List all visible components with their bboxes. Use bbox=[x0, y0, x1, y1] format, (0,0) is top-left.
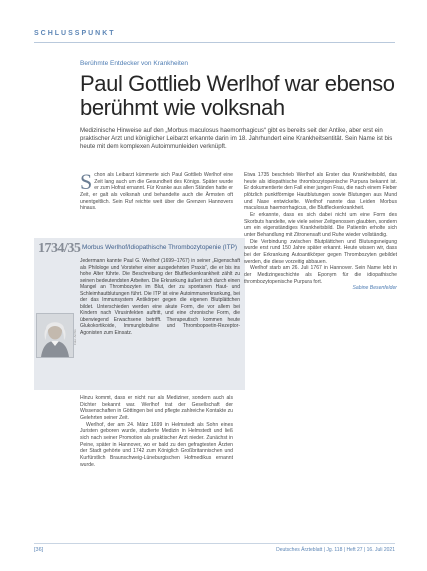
paragraph: Etwa 1735 beschrieb Werlhof als Erster das Krankheitsbild, das heute als idiopathische thrombozytopenische Purpura bekannt ist. Er dokumentierte den Fall einer jungen Frau, die nach einem Fieber plötzlich punktförmige Hautblutungen sowie Blutungen aus Mund und Nase entwickelte. Werlhof nannte das Leiden Morbus maculosus haemorrhagicus, die Blutfleckenkrankheit. bbox=[244, 172, 397, 212]
article-lede: Medizinische Hinweise auf den „Morbus maculosus haemorrhagicus“ gibt es bereits seit der Antike, aber erst ein praktischer Arzt und königlicher Leibarzt erkannte darin im 18. Jahrhundert eine Krankheitsentität. Sein Name ist bis heute mit dem komplexen Autoimmunleiden verknüpft. bbox=[80, 127, 393, 151]
section-label: SCHLUSSPUNKT bbox=[34, 30, 116, 37]
footer-rule bbox=[34, 543, 395, 544]
article-title: Paul Gottlieb Werlhof war ebenso berühmt wie volksnah bbox=[80, 71, 395, 120]
article-kicker: Berühmte Entdecker von Krankheiten bbox=[80, 60, 189, 67]
column-1-intro bbox=[80, 172, 233, 232]
column-1-body bbox=[80, 395, 233, 532]
paragraph: Die Verbindung zwischen Blutplättchen und Blutungsneigung wurde erst rund 150 Jahre später erkannt. Heute wissen wir, dass bei der Erkrankung Autoantikörper gegen Thrombozyten gebildet werden, die diese vorzeitig abbauen. bbox=[244, 238, 397, 265]
section-rule bbox=[34, 42, 395, 43]
header bbox=[0, 0, 427, 44]
info-box-year: 1734/35 bbox=[38, 241, 81, 256]
paragraph: Er erkannte, dass es sich dabei nicht um eine Form des Skorbuts handelte, wie viele seiner Zeitgenossen glaubten, sondern um ein eigenständiges Krankheitsbild. Die Patientin erholte sich unter Behandlung mit Zitronensaft und Ruhe wieder vollständig. bbox=[244, 211, 397, 238]
drop-cap: S bbox=[80, 172, 93, 194]
paragraph: Werlhof starb am 26. Juli 1767 in Hannover. Sein Name lebt in der Medizingeschichte als Eponym für die idiopathische thrombozytopenische Purpura fort. bbox=[244, 265, 397, 285]
column-1-intro-text: chon als Leibarzt kümmerte sich Paul Gottlieb Werlhof eine Zeit lang auch um die Gesundheit des Königs. Später wurde er zum Hofrat ernannt. Für Kranke aus allen Ständen hatte er Zeit, er galt als volksnah und behandelte auch die Ärmsten oft unentgeltlich. Sein Ruf reichte weit über die Grenzen Hannovers hinaus. bbox=[80, 172, 233, 212]
info-box-text: Jedermann kannte Paul G. Werlhof (1699–1767) in seiner „Eigenschaft als Philologe und Vorsteher einer ausgedehnten Praxis“, die er bis ins hohe Alter führte. Die Beschreibung der Blutfleckenkrankheit zählt zu seinen bedeutendsten Arbeiten. Die Erkrankung äußert sich durch einen Mangel an Thrombozyten im Blut, der zu spontanen Haut- und Schleimhautblutungen führt. Die ITP ist eine Autoimmunerkrankung, bei der das Immunsystem Antikörper gegen die eigenen Blutplättchen bildet. Unterschieden werden eine akute Form, die vor allem bei Kindern nach Virusinfekten auftritt, und eine chronische Form, die überwiegend Erwachsene betrifft. Therapeutisch kommen heute Glukokortikoide, Immunglobuline und Thrombopoetin-Rezeptor-Agonisten zum Einsatz. bbox=[80, 258, 240, 337]
paragraph: Hinzu kommt, dass er nicht nur als Mediziner, sondern auch als Dichter bekannt war. Werlhof trat der Gesellschaft der Wissenschaften in Göttingen bei und pflegte zahlreiche Kontakte zu Gelehrten seiner Zeit. bbox=[80, 395, 233, 421]
portrait-illustration bbox=[37, 314, 73, 357]
author-name: Sabine Besenfelder bbox=[352, 285, 397, 292]
portrait-image bbox=[36, 313, 74, 358]
publication-info: Deutsches Ärzteblatt | Jg. 118 | Heft 27 | 16. Juli 2021 bbox=[276, 547, 395, 553]
photo-credit: Foto: Archiv bbox=[73, 329, 77, 345]
paragraph: Werlhof, der am 24. März 1699 in Helmstedt als Sohn eines Juristen geboren wurde, studierte Medizin in Helmstedt und ließ sich nach seiner Promotion als praktischer Arzt nieder. Zunächst in Peine, später in Hannover, wo er bald zu den gefragtesten Ärzten der Stadt gehörte und 1742 zum Königlich Großbritannischen und Kurfürstlich Braunschweig-Lüneburgischen Hofmedikus ernannt wurde. bbox=[80, 421, 233, 468]
column-2-body bbox=[244, 172, 397, 532]
info-box-title: Morbus Werlhof/Idiopathische Thrombozytopenie (ITP) bbox=[82, 244, 237, 251]
page-number: [36] bbox=[34, 547, 44, 553]
